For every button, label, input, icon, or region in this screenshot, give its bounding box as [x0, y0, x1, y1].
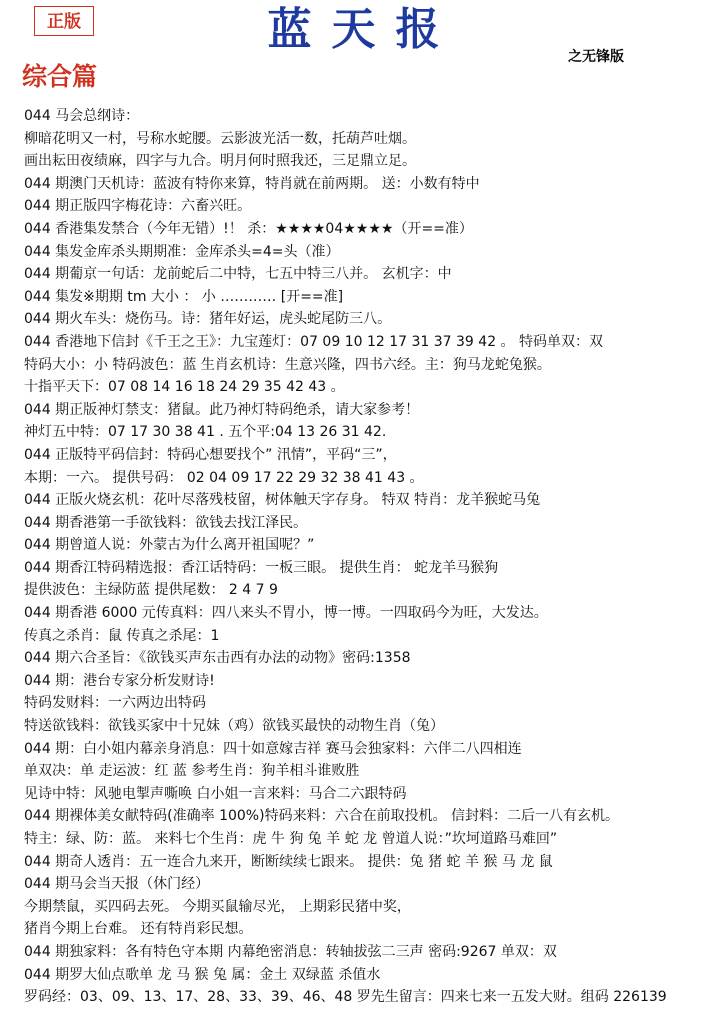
text-line: 044 期澳门天机诗：蓝波有特你来算，特肖就在前两期。 送：小数有特中 [24, 175, 480, 192]
text-line: 猪肖今期上台难。 还有特肖彩民想。 [24, 921, 253, 938]
text-line: 本期：一六。 提供号码： 02 04 09 17 22 29 32 38 41 43 。 [24, 469, 424, 486]
text-line: 044 正版特平码信封：特码心想要找个” 汛情”，平码“三”， [24, 446, 397, 463]
text-line: 见诗中特：风驰电掣声嘶唤 白小姐一言来料：马合二六跟特码 [24, 785, 407, 802]
text-line: 044 期火车头：烧伤马。诗：猪年好运，虎头蛇尾防三八。 [24, 311, 392, 328]
text-line: 044 正版火烧玄机：花叶尽落残枝留，树体触天字存身。 特双 特肖：龙羊猴蛇马兔 [24, 492, 541, 509]
text-line: 044 期正版神灯禁支：猪鼠。此乃神灯特码绝杀，请大家参考！ [24, 401, 420, 418]
text-line: 画出耘田夜绩麻，四字与九合。明月何时照我还，三足鼎立足。 [24, 153, 416, 170]
article-body [24, 105, 724, 1009]
text-line: 044 期葡京一句话：龙前蛇后二中特，七五中特三八并。 玄机字：中 [24, 266, 452, 283]
edition-label: 之无锋版 [568, 49, 624, 65]
text-line: 044 期香港第一手欲钱料：欲钱去找江泽民。 [24, 514, 308, 531]
text-line: 044 期六合圣旨：《欲钱买声东击西有办法的动物》密码:1358 [24, 650, 411, 667]
text-line: 044 期：港台专家分析发财诗! [24, 672, 215, 689]
text-line: 044 香港地下信封《千王之王》：九宝莲灯：07 09 10 12 17 31 37 39 42 。 特码单双：双 [24, 333, 604, 350]
text-line: 044 集发※期期 tm 大小 ： 小 ………… [开==准] [24, 288, 344, 305]
text-line: 传真之杀肖：鼠 传真之杀尾：1 [24, 627, 220, 644]
text-line: 044 期裸体美女献特码(准确率 100%)特码来料：六合在前取投机。 信封料：二后一八有玄机。 [24, 808, 620, 825]
text-line: 044 集发金库杀头期期准：金库杀头=4=头（准） [24, 243, 340, 260]
text-line: 提供波色：主绿防蓝 提供尾数： 2 4 7 9 [24, 582, 278, 599]
text-line: 罗码经：03、09、13、17、28、33、39、46、48 罗先生留言：四来七来一五发大财。组码 226139 [24, 989, 667, 1006]
text-line: 044 期马会当天报（休门经） [24, 876, 210, 893]
genuine-stamp: 正版 [34, 6, 94, 36]
text-line: 特主：绿、防：蓝。 来料七个生肖：虎 牛 狗 兔 羊 蛇 龙 曾道人说：”坎坷道路马难回” [24, 831, 558, 847]
newspaper-title: 蓝天报 [267, 4, 460, 55]
text-line: 044 期：白小姐内幕亲身消息：四十如意嫁吉祥 赛马会独家料：六伴二八四相连 [24, 740, 522, 757]
text-line: 柳暗花明又一村，号称水蛇腰。云影波光活一数，托葫芦吐烟。 [24, 130, 416, 147]
text-line: 十指平天下：07 08 14 16 18 24 29 35 42 43 。 [24, 379, 345, 396]
text-line: 044 期罗大仙点歌单 龙 马 猴 兔 属：金土 双绿蓝 杀值水 [24, 966, 381, 983]
text-line: 044 马会总纲诗： [24, 108, 140, 124]
text-line: 044 期奇人透肖：五一连合九来开，断断续续七跟来。 提供：兔 猪 蛇 羊 猴 马 龙 鼠 [24, 853, 553, 870]
section-heading: 综合篇 [22, 62, 98, 91]
text-line: 044 香港集发禁合（今年无错）!！ 杀：★★★★04★★★★（开==准） [24, 220, 473, 237]
text-line: 神灯五中特：07 17 30 38 41 . 五个平:04 13 26 31 42. [24, 424, 387, 441]
text-line: 特码发财料：一六两边出特码 [24, 695, 206, 712]
text-line: 特码大小：小 特码波色：蓝 生肖玄机诗：生意兴隆，四书六经。主：狗马龙蛇兔猴。 [24, 356, 551, 373]
text-line: 044 期曾道人说：外蒙古为什么离开祖国呢？” [24, 537, 315, 554]
text-line: 044 期香江特码精选报：香江话特码：一板三眼。 提供生肖： 蛇龙羊马猴狗 [24, 559, 499, 576]
text-line: 单双决：单 走运波：红 蓝 参考生肖：狗羊相斗谁败胜 [24, 763, 360, 780]
text-line: 特送欲钱料：欲钱买家中十兄妹（鸡）欲钱买最快的动物生肖（兔） [24, 718, 444, 735]
text-line: 今期禁鼠，买四码去死。 今期买鼠输尽光， 上期彩民猪中奖， [24, 898, 411, 915]
text-line: 044 期独家料：各有特色守本期 内幕绝密消息：转轴拔弦二三声 密码:9267 单双：双 [24, 943, 557, 960]
text-line: 044 期正版四字梅花诗：六畜兴旺。 [24, 198, 252, 215]
text-line: 044 期香港 6000 元传真料：四八来头不胃小，博一博。一四取码今为旺，大发达。 [24, 605, 548, 622]
